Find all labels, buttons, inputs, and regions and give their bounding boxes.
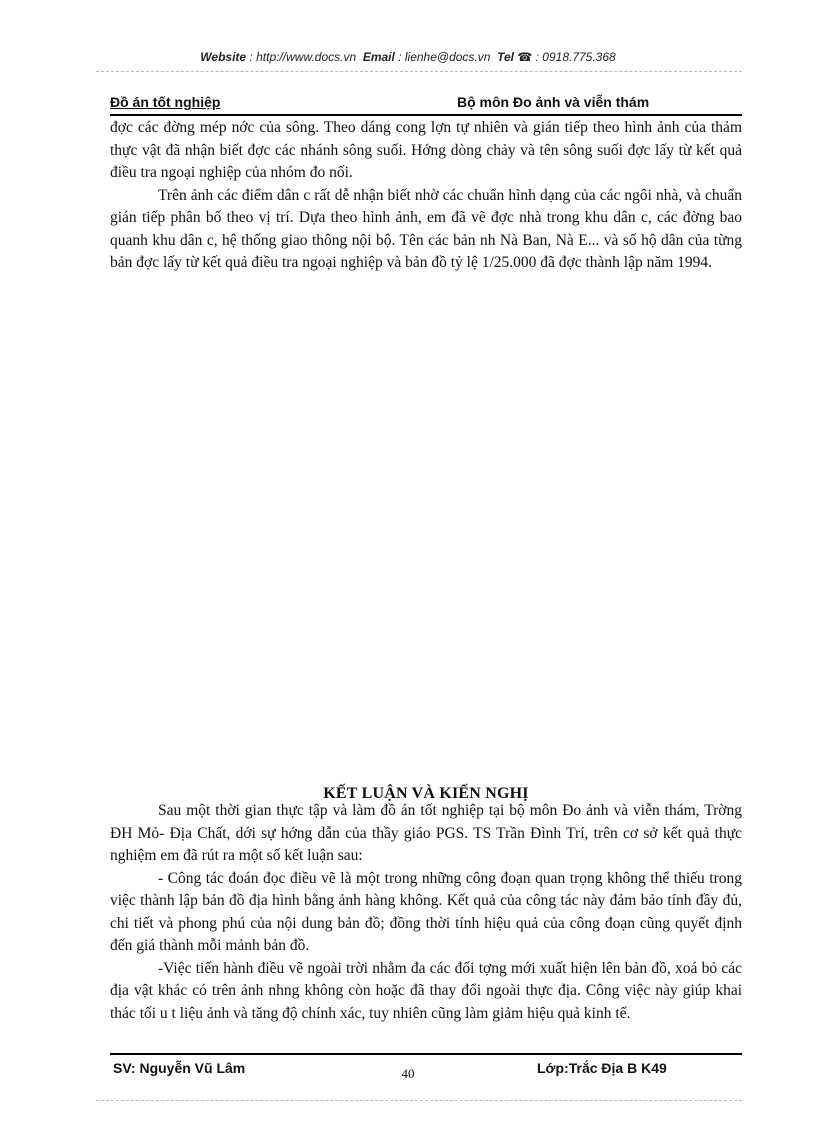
footer-rule <box>110 1053 742 1055</box>
conclusion-paragraph-3: -Việc tiến hành điều vẽ ngoài trời nhằm đa các đối tợng mới xuất hiện lên bản đồ, xoá bỏ các địa vật khác có trên ảnh nhng không còn hoặc đã thay đổi ngoài thực địa. Công việc này giúp khai thác tối u t liệu ảnh và tăng độ chính xác, tuy nhiên cũng làm giảm hiệu quả kinh tế. <box>110 959 742 1022</box>
tel-value: : 0918.775.368 <box>535 50 616 64</box>
header-rule <box>110 114 742 116</box>
conclusion-text <box>110 800 742 1025</box>
conclusion-paragraph-2: - Công tác đoán đọc điều vẽ là một trong những công đoạn quan trọng không thể thiếu trong việc thành lập bản đồ địa hình bằng ảnh hàng không. Kết quả của công tác này đảm bảo tính đầy đủ, chi tiết và phong phú của nội dung bản đồ; đồng thời tính hiệu quả của công đoạn cũng quyết định đến giá thành mỗi mảnh bản đồ. <box>110 869 742 954</box>
body-text <box>110 117 742 275</box>
conclusion-paragraph-1: Sau một thời gian thực tập và làm đồ án tốt nghiệp tại bộ môn Đo ảnh và viễn thám, Trờng ĐH Mỏ- Địa Chất, dới sự hớng dẫn của thầy giáo PGS. TS Trần Đình Trí, trên cơ sở kết quả thực nghiệm em đã rút ra một số kết luận sau: <box>110 802 742 864</box>
website-label: Website <box>200 50 247 64</box>
conclusion-title: KẾT LUẬN VÀ KIẾN NGHỊ <box>323 785 529 802</box>
email-value[interactable]: : lienhe@docs.vn <box>398 50 491 64</box>
bottom-dashed-divider <box>96 1100 742 1101</box>
body-paragraph-1: đợc các đờng mép nớc của sông. Theo dáng cong lợn tự nhiên và gián tiếp theo hình ảnh của thảm thực vật đã nhận biết đợc các nhánh sông suối. Hớng dòng chảy và tên sông suối đợc lấy từ kết quả điều tra ngoại nghiệp của nhóm đo nối. <box>110 119 742 181</box>
tel-label: Tel ☎ <box>497 50 533 64</box>
page-number: 40 <box>401 1066 415 1081</box>
top-dashed-divider <box>96 71 742 72</box>
site-info-bar <box>0 50 816 64</box>
body-paragraph-2: Trên ảnh các điểm dân c rất dễ nhận biết nhờ các chuẩn hình dạng của các ngôi nhà, và chuẩn gián tiếp phân bố theo vị trí. Dựa theo hình ảnh, em đã vẽ đợc nhà trong khu dân c, các đờng bao quanh khu dân c, hệ thống giao thông nội bộ. Tên các bản nh Nà Ban, Nà E... và số hộ dân của từng bản đợc lấy từ kết quả điều tra ngoại nghiệp và bản đồ tỷ lệ 1/25.000 đã đợc thành lập năm 1994. <box>110 186 742 271</box>
header-right-title: Bộ môn Đo ảnh và viễn thám <box>457 94 650 110</box>
website-url[interactable]: : http://www.docs.vn <box>249 50 357 64</box>
page-header <box>110 94 742 114</box>
header-left-title: Đồ án tốt nghiệp <box>110 94 221 110</box>
email-label: Email <box>362 50 395 64</box>
footer-class: Lớp:Trắc Địa B K49 <box>537 1060 667 1076</box>
footer-student: SV: Nguyễn Vũ Lâm <box>113 1060 246 1076</box>
